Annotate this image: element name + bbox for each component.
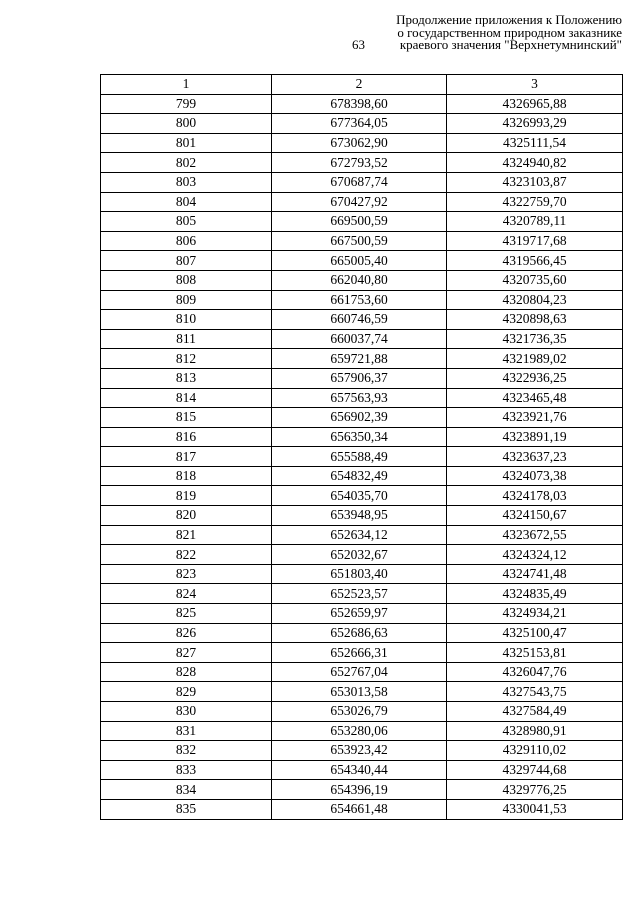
coordinate-y-cell: 4323637,23: [447, 447, 623, 467]
table-row: [101, 760, 623, 780]
table-row: [101, 741, 623, 761]
coordinate-y-cell: 4324178,03: [447, 486, 623, 506]
point-number-cell: 835: [101, 799, 272, 819]
table-row: [101, 388, 623, 408]
coordinate-y-cell: 4327543,75: [447, 682, 623, 702]
coordinate-y-cell: 4325111,54: [447, 133, 623, 153]
coordinate-x-cell: 661753,60: [272, 290, 447, 310]
point-number-cell: 808: [101, 270, 272, 290]
point-number-cell: 829: [101, 682, 272, 702]
table-row: [101, 466, 623, 486]
coordinate-x-cell: 657563,93: [272, 388, 447, 408]
table-row: [101, 329, 623, 349]
point-number-cell: 812: [101, 349, 272, 369]
table-row: [101, 799, 623, 819]
coordinate-y-cell: 4327584,49: [447, 702, 623, 722]
coordinate-x-cell: 673062,90: [272, 133, 447, 153]
point-number-cell: 832: [101, 741, 272, 761]
coordinate-y-cell: 4326965,88: [447, 94, 623, 114]
point-number-cell: 830: [101, 702, 272, 722]
table-row: [101, 231, 623, 251]
point-number-cell: 831: [101, 721, 272, 741]
coordinates-table: [100, 74, 623, 820]
point-number-cell: 817: [101, 447, 272, 467]
point-number-cell: 802: [101, 153, 272, 173]
point-number-cell: 833: [101, 760, 272, 780]
coordinate-y-cell: 4330041,53: [447, 799, 623, 819]
table-row: [101, 270, 623, 290]
coordinate-x-cell: 652659,97: [272, 604, 447, 624]
page-number: 63: [352, 37, 365, 52]
table-row: [101, 506, 623, 526]
coordinate-y-cell: 4324324,12: [447, 545, 623, 565]
coordinate-y-cell: 4321736,35: [447, 329, 623, 349]
coordinate-y-cell: 4320898,63: [447, 310, 623, 330]
coordinate-y-cell: 4321989,02: [447, 349, 623, 369]
table-row: [101, 310, 623, 330]
table-row: [101, 682, 623, 702]
coordinate-x-cell: 652686,63: [272, 623, 447, 643]
coordinate-x-cell: 652634,12: [272, 525, 447, 545]
point-number-cell: 801: [101, 133, 272, 153]
coordinate-x-cell: 657906,37: [272, 368, 447, 388]
header-line: краевого значения "Верхнетумнинский": [399, 37, 622, 52]
coordinate-x-cell: 660037,74: [272, 329, 447, 349]
table-row: [101, 721, 623, 741]
coordinate-x-cell: 651803,40: [272, 564, 447, 584]
table-row: [101, 584, 623, 604]
coordinate-y-cell: 4319566,45: [447, 251, 623, 271]
coordinate-x-cell: 655588,49: [272, 447, 447, 467]
point-number-cell: 809: [101, 290, 272, 310]
point-number-cell: 806: [101, 231, 272, 251]
point-number-cell: 811: [101, 329, 272, 349]
table-row: [101, 94, 623, 114]
point-number-cell: 807: [101, 251, 272, 271]
point-number-cell: 828: [101, 662, 272, 682]
coordinate-x-cell: 653948,95: [272, 506, 447, 526]
point-number-cell: 834: [101, 780, 272, 800]
coordinate-y-cell: 4325153,81: [447, 643, 623, 663]
table-row: [101, 212, 623, 232]
point-number-cell: 799: [101, 94, 272, 114]
coordinate-x-cell: 654396,19: [272, 780, 447, 800]
coordinate-y-cell: 4328980,91: [447, 721, 623, 741]
coordinate-y-cell: 4323921,76: [447, 408, 623, 428]
point-number-cell: 824: [101, 584, 272, 604]
table-row: [101, 251, 623, 271]
coordinate-y-cell: 4324150,67: [447, 506, 623, 526]
coordinate-y-cell: 4323672,55: [447, 525, 623, 545]
coordinate-x-cell: 654340,44: [272, 760, 447, 780]
point-number-cell: 800: [101, 114, 272, 134]
table-row: [101, 486, 623, 506]
table-row: [101, 447, 623, 467]
coordinate-x-cell: 678398,60: [272, 94, 447, 114]
table-row: [101, 702, 623, 722]
point-number-cell: 804: [101, 192, 272, 212]
table-row: [101, 643, 623, 663]
point-number-cell: 816: [101, 427, 272, 447]
table-row: [101, 408, 623, 428]
coordinate-x-cell: 654661,48: [272, 799, 447, 819]
point-number-cell: 823: [101, 564, 272, 584]
coordinate-y-cell: 4324073,38: [447, 466, 623, 486]
coordinate-x-cell: 665005,40: [272, 251, 447, 271]
coordinate-x-cell: 652767,04: [272, 662, 447, 682]
table-row: [101, 172, 623, 192]
table-row: [101, 623, 623, 643]
coordinate-y-cell: 4320789,11: [447, 212, 623, 232]
coordinate-y-cell: 4323103,87: [447, 172, 623, 192]
coordinate-x-cell: 652032,67: [272, 545, 447, 565]
coordinate-x-cell: 656902,39: [272, 408, 447, 428]
coordinate-y-cell: 4322759,70: [447, 192, 623, 212]
coordinate-x-cell: 654035,70: [272, 486, 447, 506]
point-number-cell: 826: [101, 623, 272, 643]
column-header-3: 3: [447, 75, 623, 95]
coordinate-x-cell: 662040,80: [272, 270, 447, 290]
table-row: [101, 427, 623, 447]
coordinate-y-cell: 4325100,47: [447, 623, 623, 643]
header-note: [372, 14, 622, 52]
coordinate-x-cell: 653280,06: [272, 721, 447, 741]
coordinate-y-cell: 4320804,23: [447, 290, 623, 310]
table-row: [101, 114, 623, 134]
header-line: Продолжение приложения к Положению: [396, 12, 622, 27]
point-number-cell: 819: [101, 486, 272, 506]
coordinate-x-cell: 667500,59: [272, 231, 447, 251]
coordinate-x-cell: 656350,34: [272, 427, 447, 447]
point-number-cell: 810: [101, 310, 272, 330]
table-row: [101, 290, 623, 310]
coordinate-y-cell: 4320735,60: [447, 270, 623, 290]
point-number-cell: 825: [101, 604, 272, 624]
coordinate-x-cell: 653923,42: [272, 741, 447, 761]
point-number-cell: 813: [101, 368, 272, 388]
point-number-cell: 805: [101, 212, 272, 232]
point-number-cell: 827: [101, 643, 272, 663]
table-row: [101, 780, 623, 800]
table-row: [101, 153, 623, 173]
coordinate-x-cell: 653013,58: [272, 682, 447, 702]
coordinate-x-cell: 652523,57: [272, 584, 447, 604]
table-row: [101, 349, 623, 369]
coordinate-x-cell: 652666,31: [272, 643, 447, 663]
coordinate-y-cell: 4329776,25: [447, 780, 623, 800]
coordinate-y-cell: 4326993,29: [447, 114, 623, 134]
coordinate-y-cell: 4319717,68: [447, 231, 623, 251]
coordinate-y-cell: 4326047,76: [447, 662, 623, 682]
table-row: [101, 662, 623, 682]
column-header-2: 2: [272, 75, 447, 95]
point-number-cell: 821: [101, 525, 272, 545]
table-row: [101, 192, 623, 212]
coordinate-x-cell: 653026,79: [272, 702, 447, 722]
table-row: [101, 525, 623, 545]
coordinate-y-cell: 4324741,48: [447, 564, 623, 584]
coordinate-y-cell: 4324934,21: [447, 604, 623, 624]
coordinate-x-cell: 654832,49: [272, 466, 447, 486]
coordinate-y-cell: 4329110,02: [447, 741, 623, 761]
coordinate-y-cell: 4322936,25: [447, 368, 623, 388]
point-number-cell: 822: [101, 545, 272, 565]
point-number-cell: 820: [101, 506, 272, 526]
table-row: [101, 368, 623, 388]
table-row: [101, 604, 623, 624]
coordinate-y-cell: 4323465,48: [447, 388, 623, 408]
coordinate-y-cell: 4324835,49: [447, 584, 623, 604]
coordinate-x-cell: 669500,59: [272, 212, 447, 232]
coordinate-x-cell: 660746,59: [272, 310, 447, 330]
column-header-1: 1: [101, 75, 272, 95]
point-number-cell: 818: [101, 466, 272, 486]
table-body: [101, 94, 623, 819]
table-row: [101, 545, 623, 565]
coordinate-y-cell: 4324940,82: [447, 153, 623, 173]
point-number-cell: 815: [101, 408, 272, 428]
coordinate-y-cell: 4323891,19: [447, 427, 623, 447]
point-number-cell: 814: [101, 388, 272, 408]
coordinate-x-cell: 670427,92: [272, 192, 447, 212]
coordinate-y-cell: 4329744,68: [447, 760, 623, 780]
table-row: [101, 133, 623, 153]
coordinate-x-cell: 672793,52: [272, 153, 447, 173]
coordinate-x-cell: 677364,05: [272, 114, 447, 134]
point-number-cell: 803: [101, 172, 272, 192]
table-row: [101, 564, 623, 584]
coordinate-x-cell: 670687,74: [272, 172, 447, 192]
header-line: о государственном природном заказнике: [397, 24, 622, 40]
coordinate-x-cell: 659721,88: [272, 349, 447, 369]
table-header-row: [101, 75, 623, 95]
